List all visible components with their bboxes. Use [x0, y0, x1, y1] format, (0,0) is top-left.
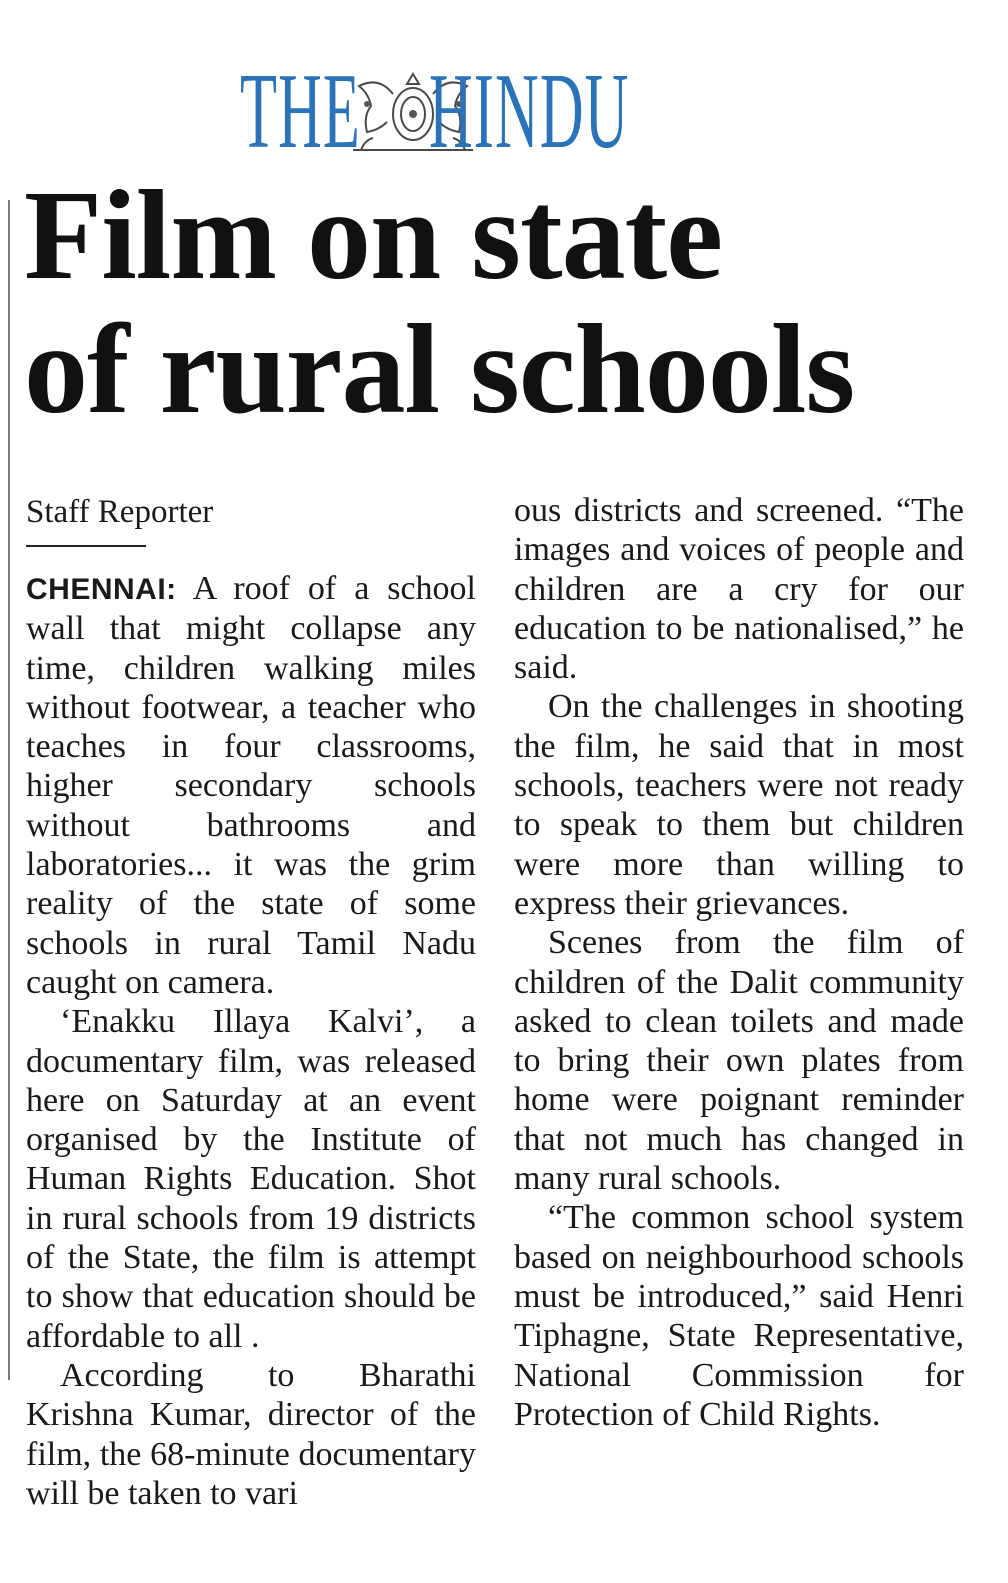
masthead-word-hindu: HINDU — [429, 52, 630, 171]
paragraph-3: According to Bharathi Krishna Kumar, director of the film, the 68-minute documentary will be taken to vari — [26, 1356, 476, 1512]
article-column-left — [26, 569, 476, 1513]
newspaper-masthead — [196, 52, 736, 171]
dateline: CHENNAI: — [26, 573, 177, 606]
byline-divider — [26, 545, 146, 547]
paragraph-4: On the challenges in shooting the film, he said that in most schools, teachers were not ready to speak to them but children were more than willing to express their grievances. — [514, 688, 964, 922]
paragraph-1-text: A roof of a school wall that might collapse any time, children walking miles without footwear, a teacher who teaches in four classrooms, higher secondary schools without bathrooms and laboratories... it was the grim reality of the state of some schools in rural Tamil Nadu caught on camera. — [26, 570, 476, 1001]
masthead-word-the: THE — [240, 52, 361, 171]
paragraph-5: Scenes from the film of children of the Dalit community asked to clean toilets and made to bring their own plates from home were poignant reminder that not much has changed in many rural schools. — [514, 924, 964, 1198]
paragraph-3-continued: ous districts and screened. “The images and voices of people and children are a cry for our education to be nationalised,” he said. — [514, 492, 964, 687]
byline: Staff Reporter — [26, 494, 214, 530]
column-margin-rule — [8, 200, 10, 1380]
article-column-right — [514, 491, 964, 1434]
paragraph-1 — [26, 569, 476, 1002]
headline-line-1: Film on state — [24, 164, 722, 306]
headline-line-2: of rural schools — [24, 298, 855, 440]
paragraph-2: ‘Enakku Illaya Kalvi’, a documentary film, was released here on Saturday at an event organised by the Institute of Human Rights Education. Shot in rural schools from 19 districts of the State, the film is attempt to show that education should be affordable to all . — [26, 1003, 476, 1355]
paragraph-6: “The common school system based on neighbourhood schools must be introduced,” said Henri Tiphagne, State Representative, National Commission for Protection of Child Rights. — [514, 1199, 964, 1433]
article-headline — [24, 164, 984, 440]
